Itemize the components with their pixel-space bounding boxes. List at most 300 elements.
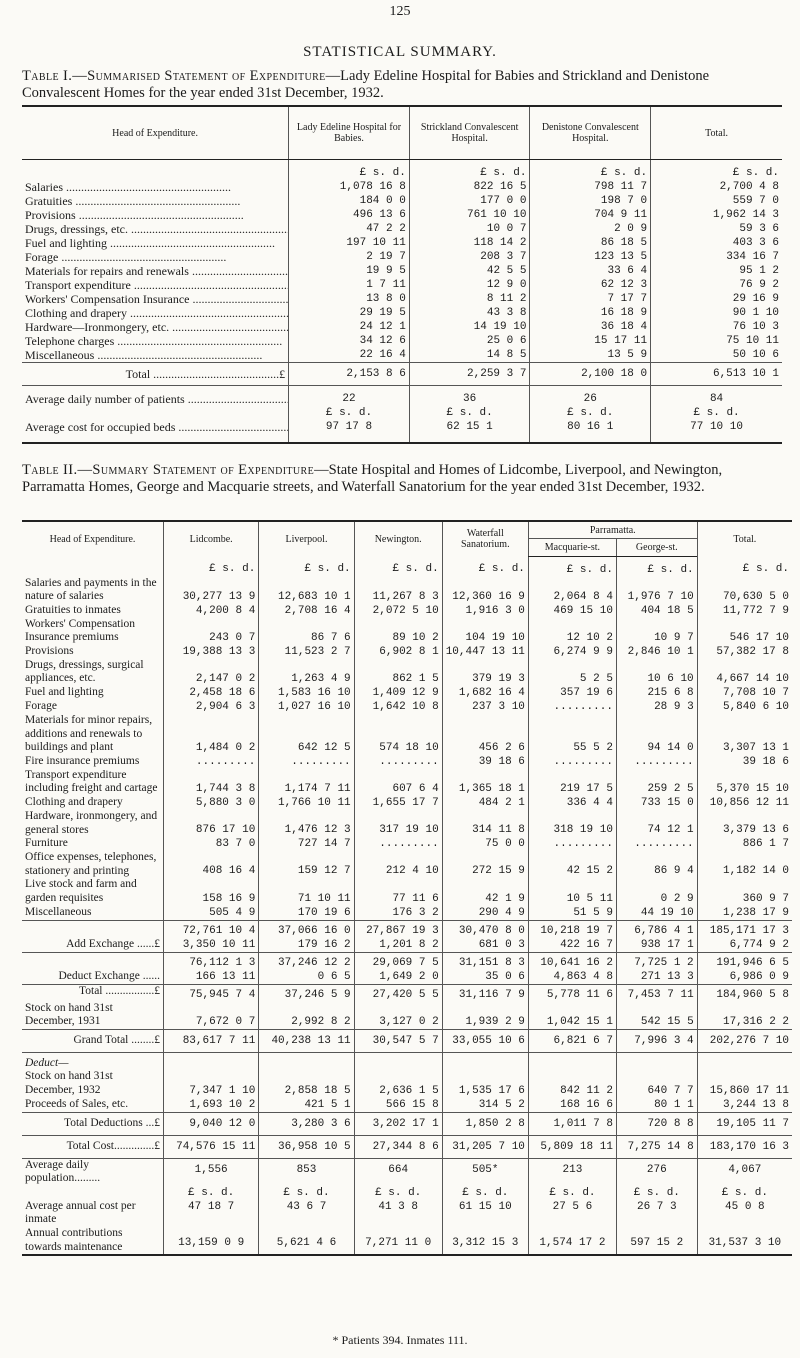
t2-total-row-cell: 184,960 5 8 <box>697 984 792 1002</box>
t1-row-label <box>22 348 289 363</box>
t2-deduct-head-row-cell <box>259 1052 354 1070</box>
t2-row-cell: 1,744 3 8 <box>164 769 259 796</box>
t2-row-cell: 607 6 4 <box>354 769 442 796</box>
t1-total-row <box>22 363 782 386</box>
t2-row-label <box>22 577 164 604</box>
t1-cell: 184 0 0 <box>289 194 410 208</box>
t2-row-cell: 1,476 12 3 <box>259 810 354 837</box>
t2-row-cell: 28 9 3 <box>616 700 697 714</box>
t2-row-cell: 1,642 10 8 <box>354 700 442 714</box>
t2-add-row-cell: 681 0 3 <box>442 938 528 953</box>
t2-stock32-row-cell: 640 7 7 <box>616 1070 697 1097</box>
t1-avg-currency-label: £ s. d. <box>289 406 410 420</box>
t2-tdeduct-row <box>22 1112 792 1135</box>
t2-sum1-row-cell: 37,066 16 0 <box>259 920 354 938</box>
t2-row-cell: 243 0 7 <box>164 618 259 645</box>
t1-row-label-text: Provisions ..... <box>25 208 244 222</box>
t2-row-label <box>22 714 164 755</box>
t2-row-cell: 39 18 6 <box>697 755 792 769</box>
t1-cell: 42 5 5 <box>409 264 530 278</box>
t2-row-label-text: Miscellaneous <box>25 905 92 918</box>
t2-stock-row-cell: 1,042 15 1 <box>528 1002 616 1030</box>
t2-contrib-row-cell: 31,537 3 10 <box>697 1227 792 1255</box>
t2-row-label <box>22 618 164 645</box>
t2-deduct-row-cell: 166 13 11 <box>164 970 259 985</box>
t2-row-cell: 42 1 9 <box>442 878 528 905</box>
t2-pop-row-cell: 664 <box>354 1158 442 1186</box>
t1-row-label-text: Materials for repairs and renewals ..... <box>25 264 289 278</box>
t2-row-cell: 70,630 5 0 <box>697 577 792 604</box>
t2-row-cell: 733 15 0 <box>616 796 697 810</box>
t1-avg-cost-row <box>22 420 782 443</box>
t1-cell: 14 8 5 <box>409 348 530 363</box>
t2-deduct-row-cell: 4,863 4 8 <box>528 970 616 985</box>
t2-deduct-head-row-cell <box>164 1052 259 1070</box>
t2-row-cell: 86 7 6 <box>259 618 354 645</box>
t2-row-cell: 886 1 7 <box>697 837 792 851</box>
t2-row <box>22 755 792 769</box>
t2-add-row-cell: 179 16 2 <box>259 938 354 953</box>
t2-row-cell: 2,147 0 2 <box>164 659 259 686</box>
t2-row <box>22 906 792 921</box>
t2-tcost-row <box>22 1135 792 1158</box>
t2-stock-row-cell: 1,939 2 9 <box>442 1002 528 1030</box>
t1-row <box>22 278 782 292</box>
t2-row-label-text: Materials for minor repairs, additions and renewals to buildings and plant <box>25 714 153 754</box>
t1-avg-currency-label: £ s. d. <box>530 406 651 420</box>
t1-cell: 2 0 9 <box>530 222 651 236</box>
t2-row-cell: 574 18 10 <box>354 714 442 755</box>
t2-avgcost-row-cell: 27 5 6 <box>528 1200 616 1227</box>
table2-caption <box>22 462 782 496</box>
t2-avgcost-row-cell: 45 0 8 <box>697 1200 792 1227</box>
t2-row-cell: 5 2 5 <box>528 659 616 686</box>
t2-deduct-head-row-cell <box>697 1052 792 1070</box>
t2-proceeds-row <box>22 1098 792 1113</box>
t2-add-row-label <box>22 938 164 953</box>
t1-cell: 50 10 6 <box>651 348 782 363</box>
t1-row-label-text: Workers' Compensation Insurance ..... <box>25 292 289 306</box>
t1-avg-cost-cell: 62 15 1 <box>409 420 530 443</box>
t2-row-cell: 10 9 7 <box>616 618 697 645</box>
t1-cell: 75 10 11 <box>651 334 782 348</box>
t1-row <box>22 264 782 278</box>
t1-row <box>22 320 782 334</box>
t2-proceeds-row-cell: 1,693 10 2 <box>164 1098 259 1113</box>
t2-row-cell: 317 19 10 <box>354 810 442 837</box>
t2-grand-row-cell: 202,276 7 10 <box>697 1029 792 1052</box>
t1-avg-cost-label <box>22 420 289 443</box>
t2-row-label-text: Fuel and lighting <box>25 686 104 699</box>
t2-pop-row-label-text: Average daily population......... <box>25 1158 101 1185</box>
t2-avg-currency-row-cell: £ s. d. <box>616 1186 697 1200</box>
t1-currency-label: £ s. d. <box>409 160 530 181</box>
t2-row <box>22 686 792 700</box>
t1-cell: 13 8 0 <box>289 292 410 306</box>
t2-tdeduct-row-cell: 19,105 11 7 <box>697 1112 792 1135</box>
t2-stock32-row-cell: 1,535 17 6 <box>442 1070 528 1097</box>
t2-deduct-row-cell: 35 0 6 <box>442 970 528 985</box>
t2-currency-row-cell: £ s. d. <box>442 556 528 577</box>
t2-row-cell: 5,840 6 10 <box>697 700 792 714</box>
t2-deduct-head-row-cell <box>354 1052 442 1070</box>
t2-header-liverpool: Liverpool. <box>259 521 354 556</box>
t1-row-label <box>22 306 289 320</box>
t2-add-row-label-text: Add Exchange ......£ <box>66 937 160 950</box>
t2-row-label <box>22 645 164 659</box>
t1-currency-label: £ s. d. <box>289 160 410 181</box>
t2-tcost-row-label-text: Total Cost..............£ <box>66 1139 160 1152</box>
t2-row-cell: 6,274 9 9 <box>528 645 616 659</box>
t2-grand-row-cell: 40,238 13 11 <box>259 1029 354 1052</box>
t2-row-cell: 3,307 13 1 <box>697 714 792 755</box>
t1-avg-patients-cell: 84 <box>651 386 782 407</box>
t2-row-cell: 104 19 10 <box>442 618 528 645</box>
t2-sum2-row-cell: 191,946 6 5 <box>697 952 792 970</box>
t2-row-cell: ......... <box>354 837 442 851</box>
t2-total-row-cell: 31,116 7 9 <box>442 984 528 1002</box>
t2-add-row-cell: 1,201 8 2 <box>354 938 442 953</box>
t1-row-label <box>22 194 289 208</box>
t2-row <box>22 769 792 796</box>
t1-cell: 29 19 5 <box>289 306 410 320</box>
t2-deduct-head-row <box>22 1052 792 1070</box>
t2-row-cell: 10,447 13 11 <box>442 645 528 659</box>
t2-row-cell: 51 5 9 <box>528 906 616 921</box>
t1-row-label-text: Gratuities ..... <box>25 194 240 208</box>
t2-contrib-row-cell: 7,271 11 0 <box>354 1227 442 1255</box>
t1-avg-currency-label: £ s. d. <box>651 406 782 420</box>
t1-total-cell: 2,259 3 7 <box>409 363 530 386</box>
t2-row <box>22 810 792 837</box>
t2-contrib-row-cell: 597 15 2 <box>616 1227 697 1255</box>
t2-stock32-row-label <box>22 1070 164 1097</box>
t1-currency-label: £ s. d. <box>530 160 651 181</box>
t1-cell: 15 17 11 <box>530 334 651 348</box>
t2-avg-currency-row-cell: £ s. d. <box>442 1186 528 1200</box>
t2-row-cell: 10,856 12 11 <box>697 796 792 810</box>
t2-stock32-row-cell: 15,860 17 11 <box>697 1070 792 1097</box>
t2-row-cell: 89 10 2 <box>354 618 442 645</box>
t2-row-cell: 75 0 0 <box>442 837 528 851</box>
t2-row-cell: 83 7 0 <box>164 837 259 851</box>
t2-row-cell: 2,072 5 10 <box>354 604 442 618</box>
t1-cell: 13 5 9 <box>530 348 651 363</box>
t2-header-total: Total. <box>697 521 792 556</box>
t1-header-strickland: Strickland Convalescent Hospital. <box>409 106 530 160</box>
t2-avgcost-row-cell: 26 7 3 <box>616 1200 697 1227</box>
t1-cell: 95 1 2 <box>651 264 782 278</box>
t2-row-label <box>22 851 164 878</box>
t1-cell: 7 17 7 <box>530 292 651 306</box>
t2-stock32-row-cell: 7,347 1 10 <box>164 1070 259 1097</box>
t2-row-cell: 1,027 16 10 <box>259 700 354 714</box>
t2-row-cell: 71 10 11 <box>259 878 354 905</box>
t2-header-parramatta: Parramatta. <box>528 521 697 539</box>
t2-row-cell: 360 9 7 <box>697 878 792 905</box>
t2-row-label <box>22 837 164 851</box>
t2-tcost-row-cell: 36,958 10 5 <box>259 1135 354 1158</box>
t2-row-cell: 404 18 5 <box>616 604 697 618</box>
t2-tdeduct-row-label <box>22 1112 164 1135</box>
t2-header-newington: Newington. <box>354 521 442 556</box>
t2-contrib-row-cell: 13,159 0 9 <box>164 1227 259 1255</box>
t2-proceeds-row-cell: 168 16 6 <box>528 1098 616 1113</box>
table2 <box>22 520 792 1256</box>
t1-header-total: Total. <box>651 106 782 160</box>
t2-avg-currency-row-cell: £ s. d. <box>528 1186 616 1200</box>
t2-row-label <box>22 810 164 837</box>
t2-stock32-row-cell: 2,636 1 5 <box>354 1070 442 1097</box>
t2-total-row-label-text: Total .................£ <box>79 984 160 997</box>
t2-proceeds-row-cell: 3,244 13 8 <box>697 1098 792 1113</box>
t2-sum2-row <box>22 952 792 970</box>
t1-row <box>22 180 782 194</box>
t2-stock-row-cell: 7,672 0 7 <box>164 1002 259 1030</box>
t2-tdeduct-row-cell: 1,850 2 8 <box>442 1112 528 1135</box>
t2-row-label <box>22 906 164 921</box>
t1-row-label-text: Forage ..... <box>25 250 226 264</box>
t2-row-label-text: Salaries and payments in the nature of salaries <box>25 576 157 603</box>
t2-row-cell: 642 12 5 <box>259 714 354 755</box>
t2-row-label-text: Transport expenditure including freight and cartage <box>25 768 158 795</box>
t1-cell: 36 18 4 <box>530 320 651 334</box>
t1-cell: 2 19 7 <box>289 250 410 264</box>
t2-deduct-row-cell: 6,986 0 9 <box>697 970 792 985</box>
t1-cell: 10 0 7 <box>409 222 530 236</box>
t2-row-label-text: Drugs, dressings, surgical appliances, etc. <box>25 658 144 685</box>
t2-row-cell: 7,708 10 7 <box>697 686 792 700</box>
t1-row-label <box>22 278 289 292</box>
t2-row-cell: 1,916 3 0 <box>442 604 528 618</box>
t1-cell: 123 13 5 <box>530 250 651 264</box>
t1-cell: 14 19 10 <box>409 320 530 334</box>
t2-currency-row-label <box>22 556 164 577</box>
t2-row <box>22 577 792 604</box>
table2-caption-rest: —State Hospital and Homes of Lidcombe, Liverpool, and Newington, Parramatta Homes, George and Macquarie streets, and Waterfall Sanatorium for the year ended 31st December, 1932. <box>22 462 723 495</box>
t2-deduct-head-row-cell <box>528 1052 616 1070</box>
t1-avg-cost-cell: 77 10 10 <box>651 420 782 443</box>
t1-cell: 198 7 0 <box>530 194 651 208</box>
t2-header-head: Head of Expenditure. <box>49 533 136 545</box>
t2-row-cell: 484 2 1 <box>442 796 528 810</box>
t1-cell: 197 10 11 <box>289 236 410 250</box>
t2-row-cell: 12,360 16 9 <box>442 577 528 604</box>
t2-contrib-row-label-text: Annual contributions towards maintenance <box>25 1226 123 1253</box>
t2-deduct-head-row-label-text: Deduct— <box>25 1056 69 1069</box>
t2-row-cell: 6,902 8 1 <box>354 645 442 659</box>
t2-avgcost-row-label-text: Average annual cost per inmate <box>25 1199 136 1226</box>
t1-blank <box>22 160 289 181</box>
t2-stock-row-cell: 2,992 8 2 <box>259 1002 354 1030</box>
t2-grand-row-cell: 30,547 5 7 <box>354 1029 442 1052</box>
t2-row-label <box>22 796 164 810</box>
t2-tdeduct-row-cell: 1,011 7 8 <box>528 1112 616 1135</box>
t1-cell: 118 14 2 <box>409 236 530 250</box>
t2-tdeduct-row-cell: 720 8 8 <box>616 1112 697 1135</box>
t2-stock-row <box>22 1002 792 1030</box>
table2-caption-title: —Summary Statement of Expenditure <box>77 462 315 478</box>
t2-row-cell: 290 4 9 <box>442 906 528 921</box>
t1-row-label <box>22 222 289 236</box>
t2-contrib-row <box>22 1227 792 1255</box>
t2-add-row <box>22 938 792 953</box>
t2-row-cell: 318 19 10 <box>528 810 616 837</box>
t2-grand-row <box>22 1029 792 1052</box>
t2-sum1-row-cell: 185,171 17 3 <box>697 920 792 938</box>
t2-row-label-text: Hardware, ironmongery, and general stores <box>25 810 158 836</box>
t2-total-row <box>22 984 792 1002</box>
t1-row-label-text: Drugs, dressings, etc. ..... <box>25 222 289 236</box>
t2-deduct-head-row-cell <box>442 1052 528 1070</box>
t2-row-label <box>22 659 164 686</box>
t1-avg-cost-cell: 80 16 1 <box>530 420 651 443</box>
t2-row-cell: 505 4 9 <box>164 906 259 921</box>
t2-currency-row-cell: £ s. d. <box>259 556 354 577</box>
t1-cell: 16 18 9 <box>530 306 651 320</box>
t2-pop-row <box>22 1158 792 1186</box>
t2-avgcost-row <box>22 1200 792 1227</box>
t2-total-row-cell: 7,453 7 11 <box>616 984 697 1002</box>
t2-row-cell: 1,365 18 1 <box>442 769 528 796</box>
t2-row-cell: 336 4 4 <box>528 796 616 810</box>
t2-row-cell: 2,064 8 4 <box>528 577 616 604</box>
t1-cell: 90 1 10 <box>651 306 782 320</box>
t2-row-cell: 2,846 10 1 <box>616 645 697 659</box>
t1-blank <box>22 406 289 420</box>
t2-proceeds-row-label-text: Proceeds of Sales, etc. <box>25 1097 129 1110</box>
t1-cell: 76 10 3 <box>651 320 782 334</box>
t2-row-cell: 158 16 9 <box>164 878 259 905</box>
t2-deduct-head-row-cell <box>616 1052 697 1070</box>
t2-row <box>22 878 792 905</box>
t2-row-cell: 1,174 7 11 <box>259 769 354 796</box>
t2-proceeds-row-cell: 80 1 1 <box>616 1098 697 1113</box>
t2-stock32-row-label-text: Stock on hand 31st December, 1932 <box>25 1070 113 1096</box>
t1-row-label <box>22 292 289 306</box>
t1-cell: 1,078 16 8 <box>289 180 410 194</box>
t2-deduct-row-cell: 0 6 5 <box>259 970 354 985</box>
t1-header-lady-edeline: Lady Edeline Hospital for Babies. <box>289 106 410 160</box>
t2-stock-row-cell: 17,316 2 2 <box>697 1002 792 1030</box>
t2-row-label <box>22 604 164 618</box>
t1-row-label <box>22 250 289 264</box>
t2-row-cell: 357 19 6 <box>528 686 616 700</box>
t2-currency-row-cell: £ s. d. <box>697 556 792 577</box>
t2-row-cell: 42 15 2 <box>528 851 616 878</box>
t2-contrib-row-label <box>22 1227 164 1255</box>
t2-grand-row-cell: 83,617 7 11 <box>164 1029 259 1052</box>
t2-row-cell: 1,182 14 0 <box>697 851 792 878</box>
page-number: 125 <box>389 4 411 19</box>
t2-avg-currency-row-label <box>22 1186 164 1200</box>
t2-row-label-text: Provisions <box>25 644 74 657</box>
t2-stock32-row-cell: 2,858 18 5 <box>259 1070 354 1097</box>
t2-stock-row-label <box>22 1002 164 1030</box>
t2-row-cell: 30,277 13 9 <box>164 577 259 604</box>
t2-row <box>22 618 792 645</box>
t1-cell: 47 2 2 <box>289 222 410 236</box>
table2-footnote: * Patients 394. Inmates 111. <box>332 1333 468 1347</box>
t2-row-cell: 11,267 8 3 <box>354 577 442 604</box>
t1-cell: 1,962 14 3 <box>651 208 782 222</box>
table2-caption-prefix: Table II. <box>22 462 78 478</box>
t1-total-label: Total ..........................................£ <box>22 363 289 386</box>
t1-cell: 559 7 0 <box>651 194 782 208</box>
t2-sum2-row-cell: 29,069 7 5 <box>354 952 442 970</box>
t2-row-cell: 5,370 15 10 <box>697 769 792 796</box>
t2-row-label <box>22 686 164 700</box>
t1-row-label <box>22 236 289 250</box>
t2-sum2-row-cell: 37,246 12 2 <box>259 952 354 970</box>
t2-stock-row-cell: 542 15 5 <box>616 1002 697 1030</box>
t2-row-label <box>22 700 164 714</box>
t2-row-cell: 3,379 13 6 <box>697 810 792 837</box>
t2-sum2-row-cell: 76,112 1 3 <box>164 952 259 970</box>
t2-stock32-row-cell: 842 11 2 <box>528 1070 616 1097</box>
t2-currency-row-cell: £ s. d. <box>164 556 259 577</box>
t2-grand-row-cell: 7,996 3 4 <box>616 1029 697 1052</box>
t2-tcost-row-cell: 27,344 8 6 <box>354 1135 442 1158</box>
t2-sum1-row-cell: 27,867 19 3 <box>354 920 442 938</box>
t2-row-cell: 212 4 10 <box>354 851 442 878</box>
t2-add-row-cell: 938 17 1 <box>616 938 697 953</box>
t1-cell: 704 9 11 <box>530 208 651 222</box>
t2-avgcost-row-cell: 41 3 8 <box>354 1200 442 1227</box>
t1-cell: 1 7 11 <box>289 278 410 292</box>
t1-cell: 59 3 6 <box>651 222 782 236</box>
t1-avg-patients-label <box>22 386 289 407</box>
t2-row-cell: 11,772 7 9 <box>697 604 792 618</box>
t1-header-head: Head of Expenditure. <box>22 106 289 160</box>
t1-cell: 22 16 4 <box>289 348 410 363</box>
t1-total-cell: 2,153 8 6 <box>289 363 410 386</box>
t2-row-cell: 170 19 6 <box>259 906 354 921</box>
t2-proceeds-row-cell: 421 5 1 <box>259 1098 354 1113</box>
t1-cell: 334 16 7 <box>651 250 782 264</box>
t2-row-cell: 10 5 11 <box>528 878 616 905</box>
t2-deduct-row-label-text: Deduct Exchange ...... <box>58 969 160 982</box>
t2-row-cell: 5,880 3 0 <box>164 796 259 810</box>
t2-grand-row-label <box>22 1029 164 1052</box>
t2-avg-currency-row-cell: £ s. d. <box>354 1186 442 1200</box>
t2-row-label-text: Workers' Compensation Insurance premiums <box>25 617 136 644</box>
t1-cell: 822 16 5 <box>409 180 530 194</box>
t2-row-cell: 1,976 7 10 <box>616 577 697 604</box>
t2-tcost-row-label <box>22 1135 164 1158</box>
t2-row-cell: 2,458 18 6 <box>164 686 259 700</box>
t1-cell: 33 6 4 <box>530 264 651 278</box>
t1-cell: 798 11 7 <box>530 180 651 194</box>
t2-avgcost-row-cell: 43 6 7 <box>259 1200 354 1227</box>
t1-row <box>22 208 782 222</box>
t2-currency-row-cell: £ s. d. <box>354 556 442 577</box>
t2-proceeds-row-cell: 314 5 2 <box>442 1098 528 1113</box>
t1-currency-label: £ s. d. <box>651 160 782 181</box>
t2-grand-row-cell: 33,055 10 6 <box>442 1029 528 1052</box>
t2-row-cell: 74 12 1 <box>616 810 697 837</box>
t1-cell: 76 9 2 <box>651 278 782 292</box>
t2-deduct-row <box>22 970 792 985</box>
t2-row-cell: 272 15 9 <box>442 851 528 878</box>
t1-row <box>22 292 782 306</box>
t2-sum2-row-cell: 10,641 16 2 <box>528 952 616 970</box>
t2-sum1-row <box>22 920 792 938</box>
t2-currency-row-cell: £ s. d. <box>616 556 697 577</box>
t2-pop-row-cell: 4,067 <box>697 1158 792 1186</box>
t2-sum2-row-cell: 31,151 8 3 <box>442 952 528 970</box>
t2-tdeduct-row-cell: 9,040 12 0 <box>164 1112 259 1135</box>
